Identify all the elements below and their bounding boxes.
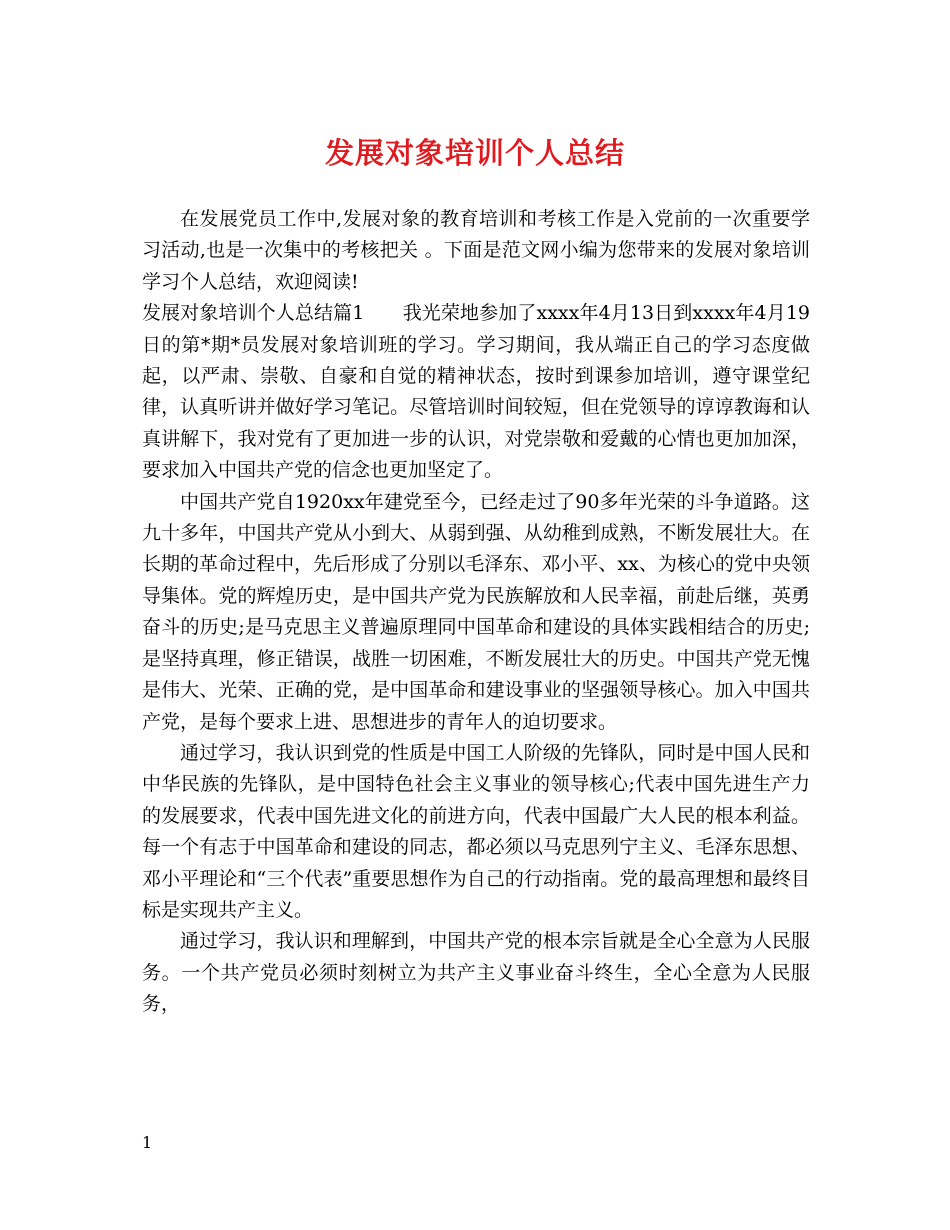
document-body: [142, 204, 810, 1021]
page-number: 1: [142, 1133, 153, 1152]
page-title: 发展对象培训个人总结: [324, 136, 625, 170]
paragraph-party-history: 中国共产党自1920xx年建党至今，已经走过了90多年光荣的斗争道路。这九十多年，中国共产党从小到大、从弱到强、从幼稚到成熟，不断发展壮大。在长期的革命过程中，先后形成了分别以毛泽东、邓小平、xx、为核心的党中央领导集体。党的辉煌历史，是中国共产党为民族解放和人民幸福，前赴后继，英勇奋斗的历史;是马克思主义普遍原理同中国革命和建设的具体实践相结合的历史;是坚持真理，修正错误，战胜一切困难，不断发展壮大的历史。中国共产党无愧是伟大、光荣、正确的党，是中国革命和建设事业的坚强领导核心。加入中国共产党，是每个要求上进、思想进步的青年人的迫切要求。: [142, 490, 810, 733]
paragraph-party-nature: 通过学习，我认识到党的性质是中国工人阶级的先锋队，同时是中国人民和中华民族的先锋队，是中国特色社会主义事业的领导核心;代表中国先进生产力的发展要求，代表中国先进文化的前进方向，代表中国最广大人民的根本利益。每一个有志于中国革命和建设的同志，都必须以马克思列宁主义、毛泽东思想、邓小平理论和“三个代表”重要思想作为自己的行动指南。党的最高理想和最终目标是实现共产主义。: [142, 741, 810, 921]
paragraph-intro: 在发展党员工作中,发展对象的教育培训和考核工作是入党前的一次重要学习活动,也是一次集中的考核把关 。下面是范文网小编为您带来的发展对象培训学习个人总结，欢迎阅读!: [142, 208, 810, 293]
paragraph-party-purpose: 通过学习，我认识和理解到，中国共产党的根本宗旨就是全心全意为人民服务。一个共产党员必须时刻树立为共产主义事业奋斗终生，全心全意为人民服务，: [142, 930, 810, 1016]
paragraph-section-1: 发展对象培训个人总结篇1 我光荣地参加了xxxx年4月13日到xxxx年4月19日的第*期*员发展对象培训班的学习。学习期间，我从端正自己的学习态度做起，以严肃、崇敬、自豪和自觉的精神状态，按时到课参加培训，遵守课堂纪律，认真听讲并做好学习笔记。尽管培训时间较短，但在党领导的谆谆教诲和认真讲解下，我对党有了更加进一步的认识，对党崇敬和爱戴的心情也更加加深，要求加入中国共产党的信念也更加坚定了。: [142, 302, 810, 482]
